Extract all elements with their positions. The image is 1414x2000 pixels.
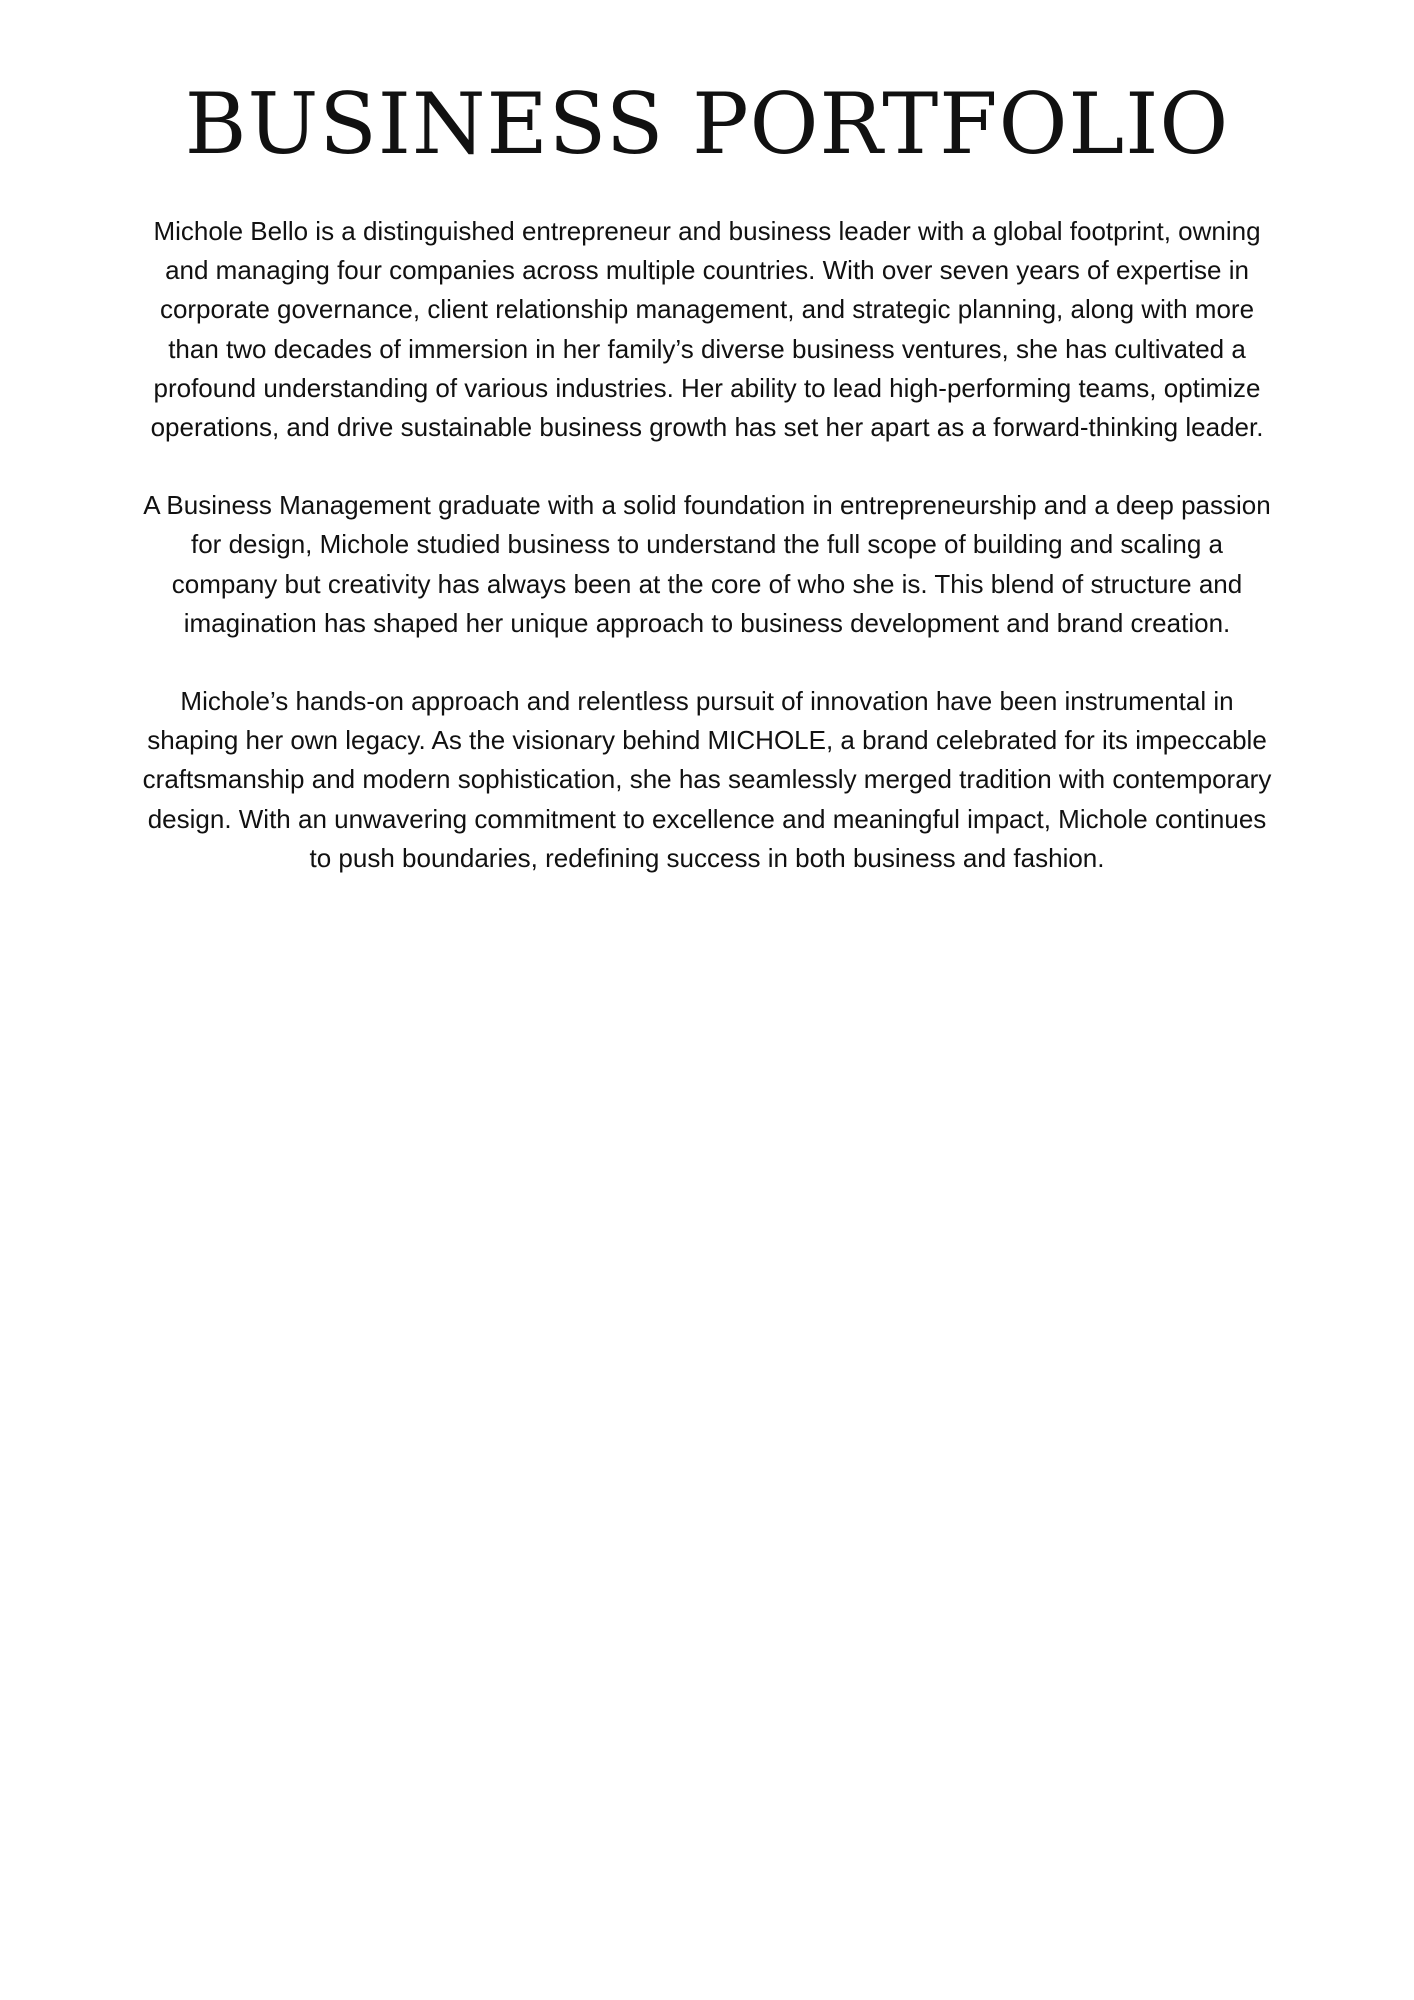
page-title: BUSINESS PORTFOLIO — [184, 75, 1230, 173]
body-text — [140, 212, 1274, 917]
paragraph-education: A Business Management graduate with a solid foundation in entrepreneurship and a deep passion for design, Michole studied business to understand the full scope of building and scaling a company but creativity has always been at the core of who she is. This blend of structure and imagination has shaped her unique approach to business development and brand creation. — [143, 490, 1271, 638]
paragraph-intro: Michole Bello is a distinguished entrepreneur and business leader with a global footprint, owning and managing four companies across multiple countries. With over seven years of expertise in corporate governance, client relationship management, and strategic planning, along with more than two decades of immersion in her family’s diverse business ventures, she has cultivated a profound understanding of various industries. Her ability to lead high-performing teams, optimize operations, and drive sustainable business growth has set her apart as a forward-thinking leader. — [150, 216, 1264, 443]
paragraph-legacy: Michole’s hands-on approach and relentless pursuit of innovation have been instrumental in shaping her own legacy. As the visionary behind MICHOLE, a brand celebrated for its impeccable craftsmanship and modern sophistication, she has seamlessly merged tradition with contemporary design. With an unwavering commitment to excellence and meaningful impact, Michole continues to push boundaries, redefining success in both business and fashion. — [142, 686, 1272, 873]
